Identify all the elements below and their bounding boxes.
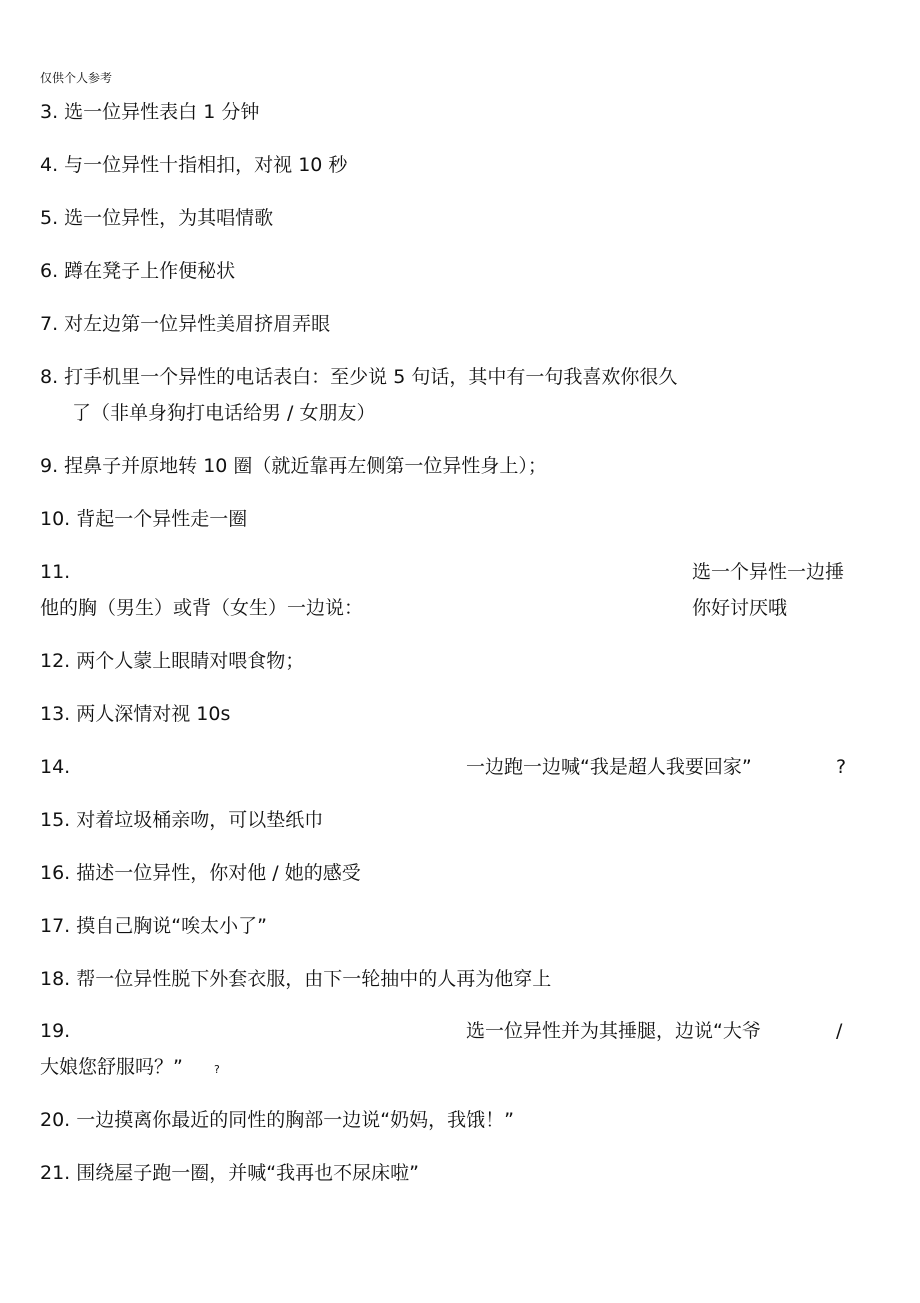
header-note: 仅供个人参考	[40, 71, 113, 85]
list-item-7: 7. 对左边第一位异性美眉挤眉弄眼	[40, 313, 331, 335]
list-item-14-text: 一边跑一边喊“我是超人我要回家”	[466, 756, 752, 778]
list-item-11-right-line2: 你好讨厌哦	[692, 597, 788, 619]
list-item-6: 6. 蹲在凳子上作便秘状	[40, 260, 236, 282]
list-item-18: 18. 帮一位异性脱下外套衣服，由下一轮抽中的人再为他穿上	[40, 968, 552, 990]
list-item-12: 12. 两个人蒙上眼睛对喂食物；	[40, 650, 305, 672]
list-item-8-line2: 了（非单身狗打电话给男 / 女朋友）	[72, 402, 376, 424]
list-item-15: 15. 对着垃圾桶亲吻，可以垫纸巾	[40, 809, 324, 831]
list-item-19-line2: 大娘您舒服吗？”	[40, 1056, 183, 1078]
list-item-17: 17. 摸自己胸说“唉太小了”	[40, 915, 267, 937]
list-item-11-left-line2: 他的胸（男生）或背（女生）一边说：	[40, 597, 364, 619]
list-item-19-slash: /	[836, 1020, 843, 1042]
list-item-19-number: 19.	[40, 1020, 71, 1042]
list-item-21: 21. 围绕屋子跑一圈，并喊“我再也不尿床啦”	[40, 1162, 419, 1184]
list-item-20: 20. 一边摸离你最近的同性的胸部一边说“奶妈，我饿！”	[40, 1109, 514, 1131]
list-item-13: 13. 两人深情对视 10s	[40, 703, 231, 725]
list-item-4: 4. 与一位异性十指相扣，对视 10 秒	[40, 154, 348, 176]
list-item-19-mark: ?	[214, 1063, 220, 1076]
list-item-11-number: 11.	[40, 561, 71, 583]
list-item-8-line1: 8. 打手机里一个异性的电话表白：至少说 5 句话，其中有一句我喜欢你很久	[40, 366, 678, 388]
list-item-10: 10. 背起一个异性走一圈	[40, 508, 248, 530]
list-item-3: 3. 选一位异性表白 1 分钟	[40, 101, 260, 123]
list-item-16: 16. 描述一位异性，你对他 / 她的感受	[40, 862, 361, 884]
list-item-14-mark: ?	[836, 756, 847, 778]
list-item-19-text: 选一位异性并为其捶腿，边说“大爷	[466, 1020, 761, 1042]
list-item-5: 5. 选一位异性，为其唱情歌	[40, 207, 274, 229]
list-item-11-right-line1: 选一个异性一边捶	[692, 561, 845, 583]
list-item-14-number: 14.	[40, 756, 71, 778]
list-item-9: 9. 捏鼻子并原地转 10 圈（就近靠再左侧第一位异性身上）；	[40, 455, 547, 477]
